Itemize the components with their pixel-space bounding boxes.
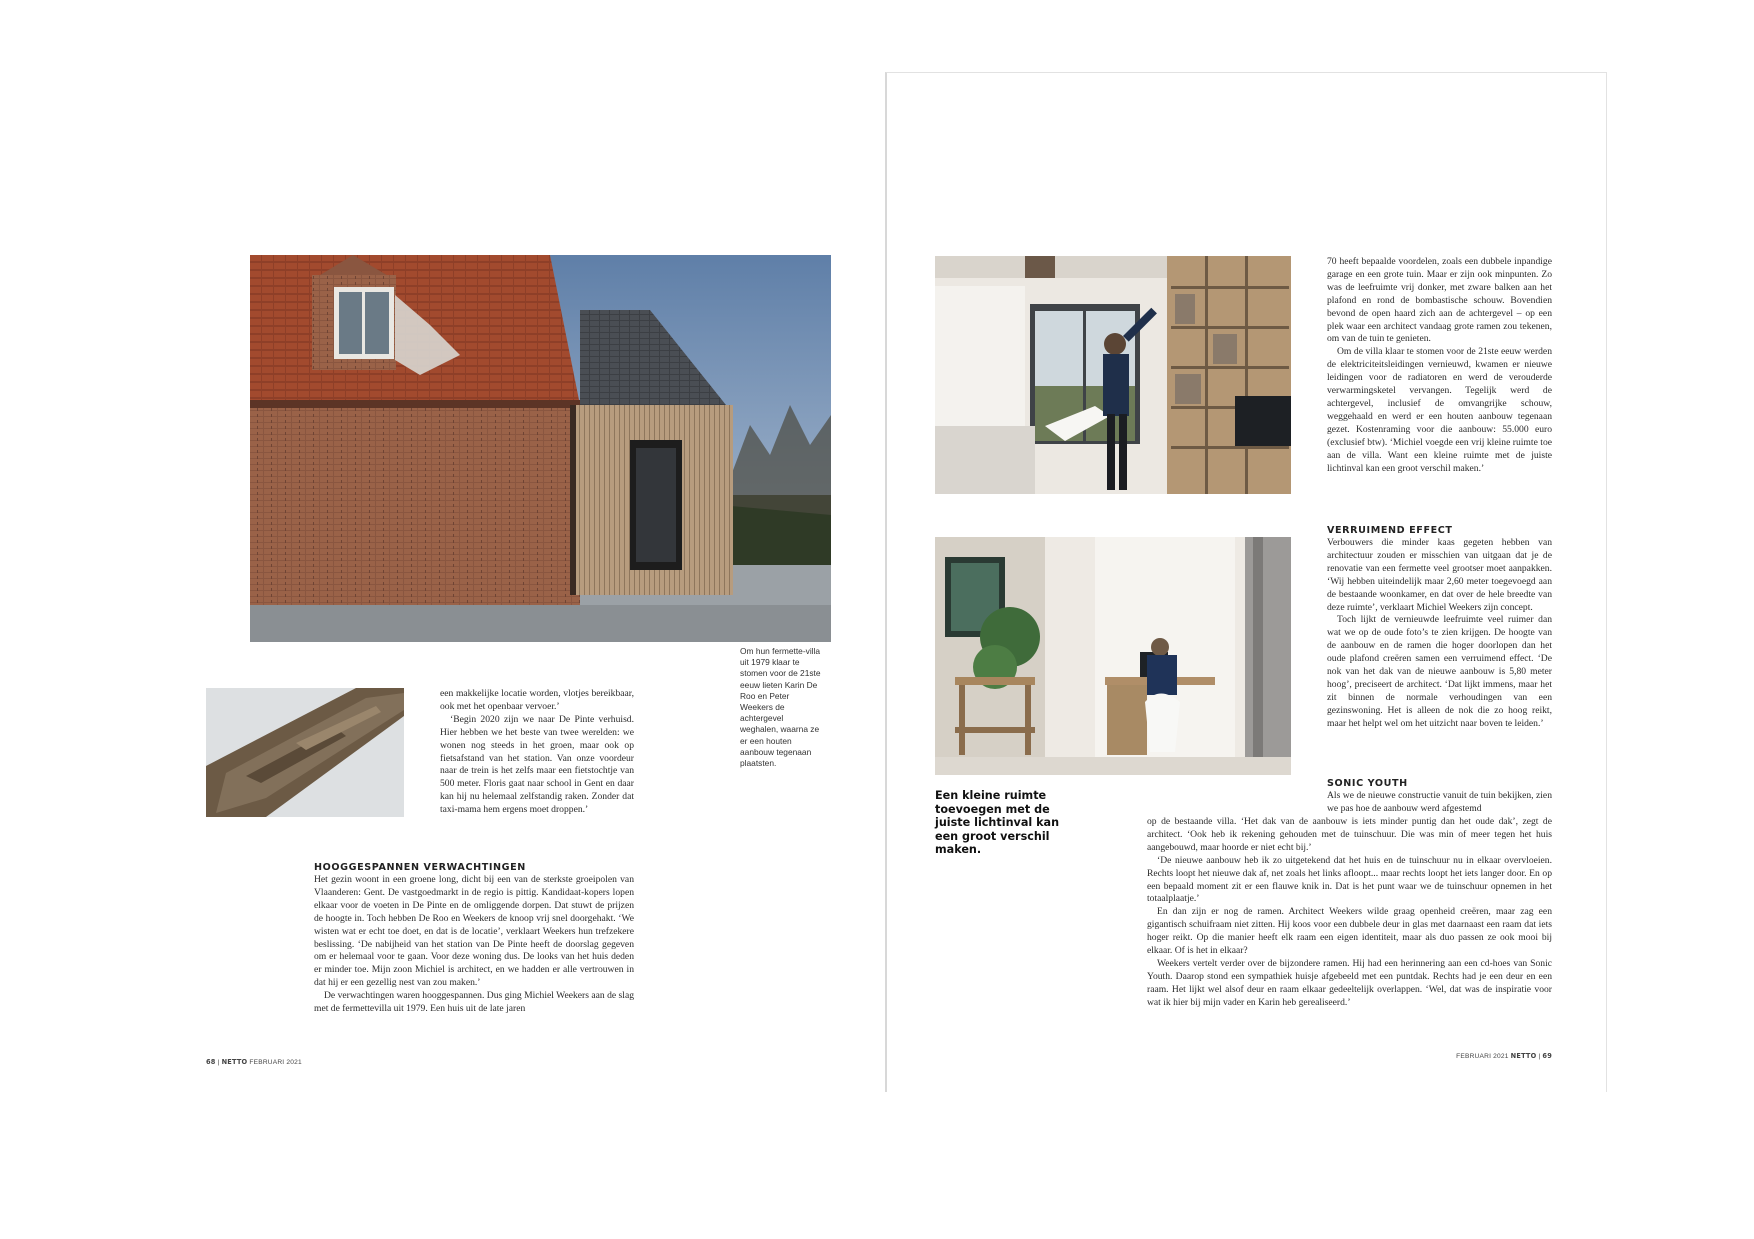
issue-date: FEBRUARI 2021 bbox=[1456, 1053, 1509, 1060]
paragraph: ‘De nieuwe aanbouw heb ik zo uitgetekend dat het huis en de tuinschuur nu in elkaar overvloeien. Rechts loopt het nieuwe dak af, net zoals het links afloopt... maar rechts loopt het iets langer door. En op een bepaald moment zit er een flauwe knik in. Dat is het punt waar we de tuinschuur opnemen in het totaalplaatje.’ bbox=[1147, 854, 1552, 905]
issue-date: FEBRUARI 2021 bbox=[249, 1059, 302, 1066]
house-exterior-photo bbox=[250, 255, 831, 642]
paragraph: 70 heeft bepaalde voordelen, zoals een dubbele inpandige garage en een grote tuin. Maar er zijn ook minpunten. Zo was de leefruimte vrij donker, met zware balken aan het plafond en rond de bombastische schouw. Bovendien bevond de open haard zich aan de achtergevel – op een plek waar een architect vandaag grote ramen zou tekenen, om van de tuin te genieten. bbox=[1327, 256, 1552, 345]
paragraph: op de bestaande villa. ‘Het dak van de aanbouw is iets minder puntig dan het oude dak’, zegt de architect. ‘Ook heb ik rekening gehouden met de tuinschuur. Die was min of meer tegen het huis aangebouwd, maar hoorde er niet echt bij.’ bbox=[1147, 816, 1552, 853]
body-column-top bbox=[440, 688, 634, 817]
paragraph: Weekers vertelt verder over de bijzondere ramen. Hij had een herinnering aan een cd-hoes van Sonic Youth. Daarop stond een sympathiek huisje afgebeeld met een puntdak. Rechts had je een deur en een raam. Het lijkt wel alsof deur en raam elkaar gedeeltelijk overlappen. ‘Wel, dat was de inspiratie voor wat ik hier bij mijn vader en Karin heb gerealiseerd.’ bbox=[1147, 957, 1552, 1008]
pull-quote: Een kleine ruimte toevoegen met de juiste lichtinval kan een groot verschil maken. bbox=[935, 789, 1060, 857]
paragraph: Toch lijkt de vernieuwde leefruimte veel ruimer dan wat we op de oude foto’s te zien krijgen. De hoogte van de aanbouw en de ramen die hoger doorlopen dan het oude plafond creëren samen een verruimend effect. ‘De nok van het dak van de nieuwe aanbouw is 5,80 meter hoog’, preciseert de architect. ‘Dat lijkt immens, maar het zit binnen de normale verhoudingen van een gezinswoning. Het is alleen de nok die zo hoog reikt, maar het helpt wel om het uitzicht naar boven te leiden.’ bbox=[1327, 614, 1552, 729]
body-column-b bbox=[1327, 537, 1552, 731]
left-folio: 68 | NETTO FEBRUARI 2021 bbox=[206, 1058, 302, 1066]
paragraph: Om de villa klaar te stomen voor de 21ste eeuw werden de elektriciteitsleidingen vernieuwd, kwamen er nieuwe leidingen voor de radiatoren en werd de verouderde verwarmingsketel vervangen. Tegelijk werd de achtergevel, inclusief de omvangrijke schouw, weggehaald en werd er een houten aanbouw tegenaan gezet. Kostenraming voor die aanbouw: 55.000 euro (exclusief btw). ‘Michiel voegde een vrij kleine ruimte toe aan de villa. Want een kleine ruimte met de juiste lichtinval kan een groot verschil maken.’ bbox=[1327, 346, 1552, 474]
paragraph: Verbouwers die minder kaas gegeten hebben van architectuur zouden er misschien van uitgaan dat je de renovatie van een fermette veel grootser moet aanpakken. ‘Wij hebben uiteindelijk maar 2,60 meter toegevoegd aan de bestaande woonkamer, en dat over de hele breedte van deze ruimte’, verklaart Michiel Weekers zijn concept. bbox=[1327, 537, 1552, 613]
section-heading: HOOGGESPANNEN VERWACHTINGEN bbox=[314, 862, 526, 873]
paragraph: Het gezin woont in een groene long, dicht bij een van de sterkste groeipolen van Vlaanderen: Gent. De vastgoedmarkt in de regio is pittig. Kandidaat-kopers lopen elkaar voor de voeten in De Pinte en de omliggende dorpen. Dat stuwt de prijzen de hoogte in. Toch hebben De Roo en Weekers de knoop vrij snel doorgehakt. ‘We wisten wat er echt toe doet, en dat is de locatie’, verklaart Weekers hun trefzekere beslissing. ‘De nabijheid van het station van De Pinte heeft de doorslag gegeven om er helemaal voor te gaan. Voor deze woning dus. De looks van het huis deden er minder toe. Mijn zoon Michiel is architect, en we hadden er alle vertrouwen in dat hij er een gezellig nest van zou maken.’ bbox=[314, 874, 634, 989]
magazine-name: NETTO bbox=[1510, 1052, 1537, 1060]
section-heading: SONIC YOUTH bbox=[1327, 778, 1408, 789]
section-heading: VERRUIMEND EFFECT bbox=[1327, 525, 1453, 536]
page-number: 68 bbox=[206, 1058, 216, 1066]
paragraph: De verwachtingen waren hooggespannen. Dus ging Michiel Weekers aan de slag met de fermettevilla uit 1979. Een huis uit de late jaren bbox=[314, 990, 634, 1015]
paragraph: ‘Begin 2020 zijn we naar De Pinte verhuisd. Hier hebben we het beste van twee werelden: we wonen nog steeds in het groen, maar ook op fietsafstand van het station. Van onze voordeur naar de trein is het zelfs maar een fietstochtje van 500 meter. Floris gaat naar school in Gent en daar kan hij nu helemaal zelfstandig raken. Zonder dat taxi-mama hem ergens moet droppen.’ bbox=[440, 713, 634, 816]
wooden-beam-photo bbox=[206, 688, 404, 817]
page-number: 69 bbox=[1542, 1052, 1552, 1060]
paragraph: En dan zijn er nog de ramen. Architect Weekers wilde graag openheid creëren, maar zag een gigantisch schuifraam niet zitten. Hij koos voor een dubbele deur in glas met daarnaast een raam dat iets hoger reikt. Op die manier heeft elk raam een eigen identiteit, maar als duo passen ze ook mooi bij elkaar. Of is het in elkaar? bbox=[1147, 906, 1552, 957]
paragraph: een makkelijke locatie worden, vlotjes bereikbaar, ook met het openbaar vervoer.’ bbox=[440, 688, 634, 712]
body-column-bottom bbox=[314, 874, 634, 1016]
magazine-name: NETTO bbox=[221, 1058, 248, 1066]
home-office-photo bbox=[935, 537, 1291, 775]
paragraph: Als we de nieuwe constructie vanuit de tuin bekijken, zien we pas hoe de aanbouw werd afgestemd bbox=[1327, 790, 1552, 814]
body-column-a bbox=[1327, 256, 1552, 475]
right-folio: FEBRUARI 2021 NETTO | 69 bbox=[1456, 1052, 1552, 1060]
bookshelf-interior-photo bbox=[935, 256, 1291, 494]
body-wide bbox=[1147, 816, 1552, 1010]
body-column-c bbox=[1327, 790, 1552, 816]
photo-caption: Om hun fermette-villa uit 1979 klaar te stomen voor de 21ste eeuw lieten Karin De Roo en Peter Weekers de achtergevel weghalen, waarna ze er een houten aanbouw tegenaan plaatsten. bbox=[740, 646, 821, 769]
